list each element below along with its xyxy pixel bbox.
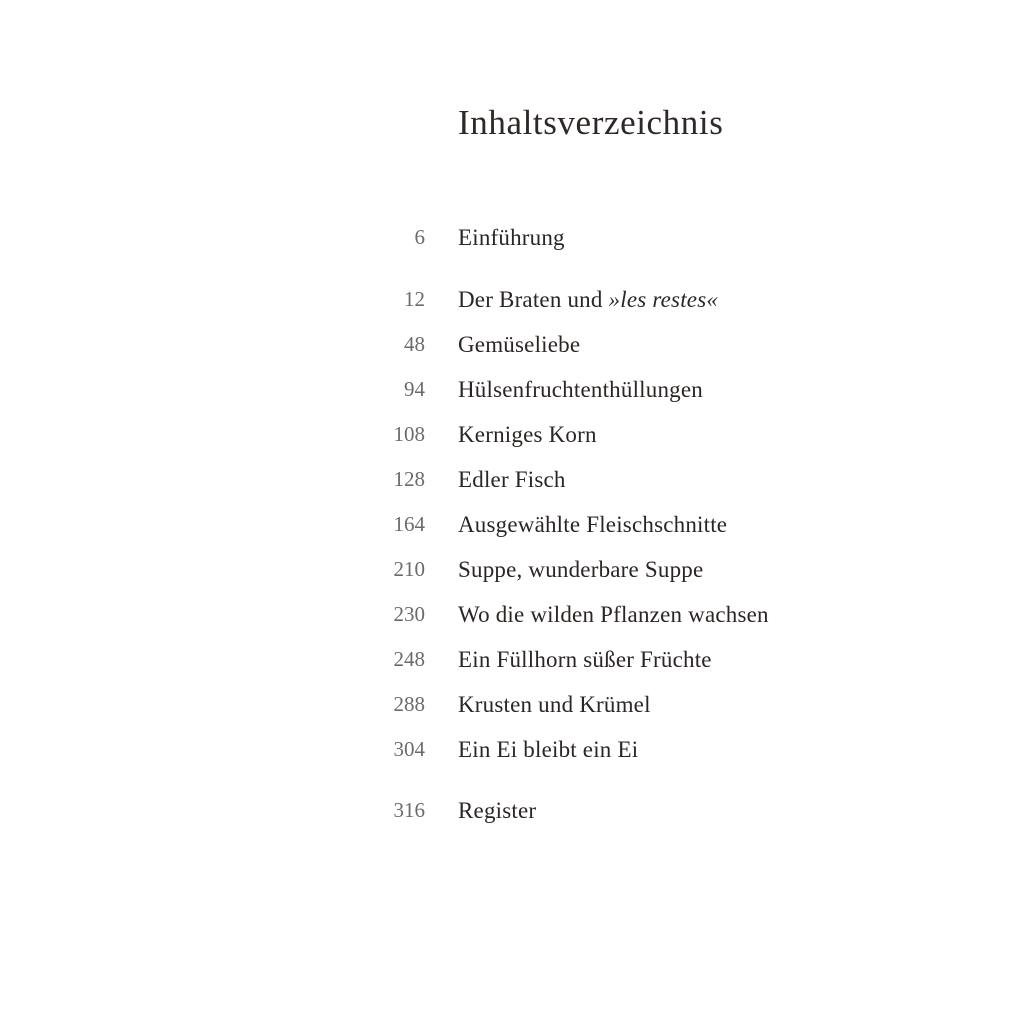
toc-entry-label-text: Hülsenfruchtenthüllungen xyxy=(458,377,703,402)
toc-entry-label-text: Edler Fisch xyxy=(458,467,566,492)
toc-page-number: 230 xyxy=(393,602,425,626)
toc-page-number: 128 xyxy=(393,467,425,491)
toc-entry-label xyxy=(458,287,718,313)
toc-entry xyxy=(0,332,1024,362)
toc-entry-label-text: Gemüseliebe xyxy=(458,332,581,357)
toc-entry-label xyxy=(458,377,703,403)
toc-entry-label-text: Krusten und Krümel xyxy=(458,692,651,717)
toc-entry xyxy=(0,557,1024,587)
toc-entry-label-text: Ausgewählte Fleischschnitte xyxy=(458,512,728,537)
toc-entry-label-text: Ein Füllhorn süßer Früchte xyxy=(458,647,712,672)
toc-entry-label xyxy=(458,512,727,538)
toc-entry-label-italic: »les restes« xyxy=(608,287,719,312)
toc-entry xyxy=(0,798,1024,828)
toc-page-number: 6 xyxy=(414,225,425,249)
toc-page-number: 304 xyxy=(393,737,425,761)
toc-entry-label xyxy=(458,602,769,628)
toc-entry xyxy=(0,737,1024,767)
toc-page-number: 108 xyxy=(393,422,425,446)
toc-page-number: 316 xyxy=(393,798,425,822)
toc-page-number: 210 xyxy=(393,557,425,581)
toc-entry-label-text: Der Braten und xyxy=(458,287,609,312)
toc-entry xyxy=(0,602,1024,632)
toc-entry-label xyxy=(458,737,638,763)
toc-entry-label-text: Register xyxy=(458,798,537,823)
toc-entry-label-text: Suppe, wunderbare Suppe xyxy=(458,557,704,582)
toc-entry xyxy=(0,692,1024,722)
toc-entry xyxy=(0,225,1024,255)
toc-page-number: 12 xyxy=(404,287,425,311)
toc-entry-label xyxy=(458,647,712,673)
toc-entry-label xyxy=(458,798,536,824)
toc-entry-label xyxy=(458,692,651,718)
toc-entry-label xyxy=(458,467,566,493)
toc-entry xyxy=(0,467,1024,497)
toc-entry xyxy=(0,422,1024,452)
toc-entry xyxy=(0,512,1024,542)
toc-entry-label xyxy=(458,332,580,358)
toc-entry-label-text: Kerniges Korn xyxy=(458,422,597,447)
toc-entry-label-text: Ein Ei bleibt ein Ei xyxy=(458,737,639,762)
toc-entry-label-text: Wo die wilden Pflanzen wachsen xyxy=(458,602,769,627)
toc-entry-label-text: Einführung xyxy=(458,225,565,250)
toc-entry xyxy=(0,377,1024,407)
toc-page-number: 48 xyxy=(404,332,425,356)
toc-page-number: 94 xyxy=(404,377,425,401)
toc-entry xyxy=(0,647,1024,677)
toc-entry xyxy=(0,287,1024,317)
page-title: Inhaltsverzeichnis xyxy=(458,103,724,142)
toc-page-number: 288 xyxy=(393,692,425,716)
toc-page-number: 248 xyxy=(393,647,425,671)
toc-page-number: 164 xyxy=(393,512,425,536)
toc-entry-label xyxy=(458,422,597,448)
toc-entry-label xyxy=(458,225,565,251)
toc-entry-label xyxy=(458,557,703,583)
